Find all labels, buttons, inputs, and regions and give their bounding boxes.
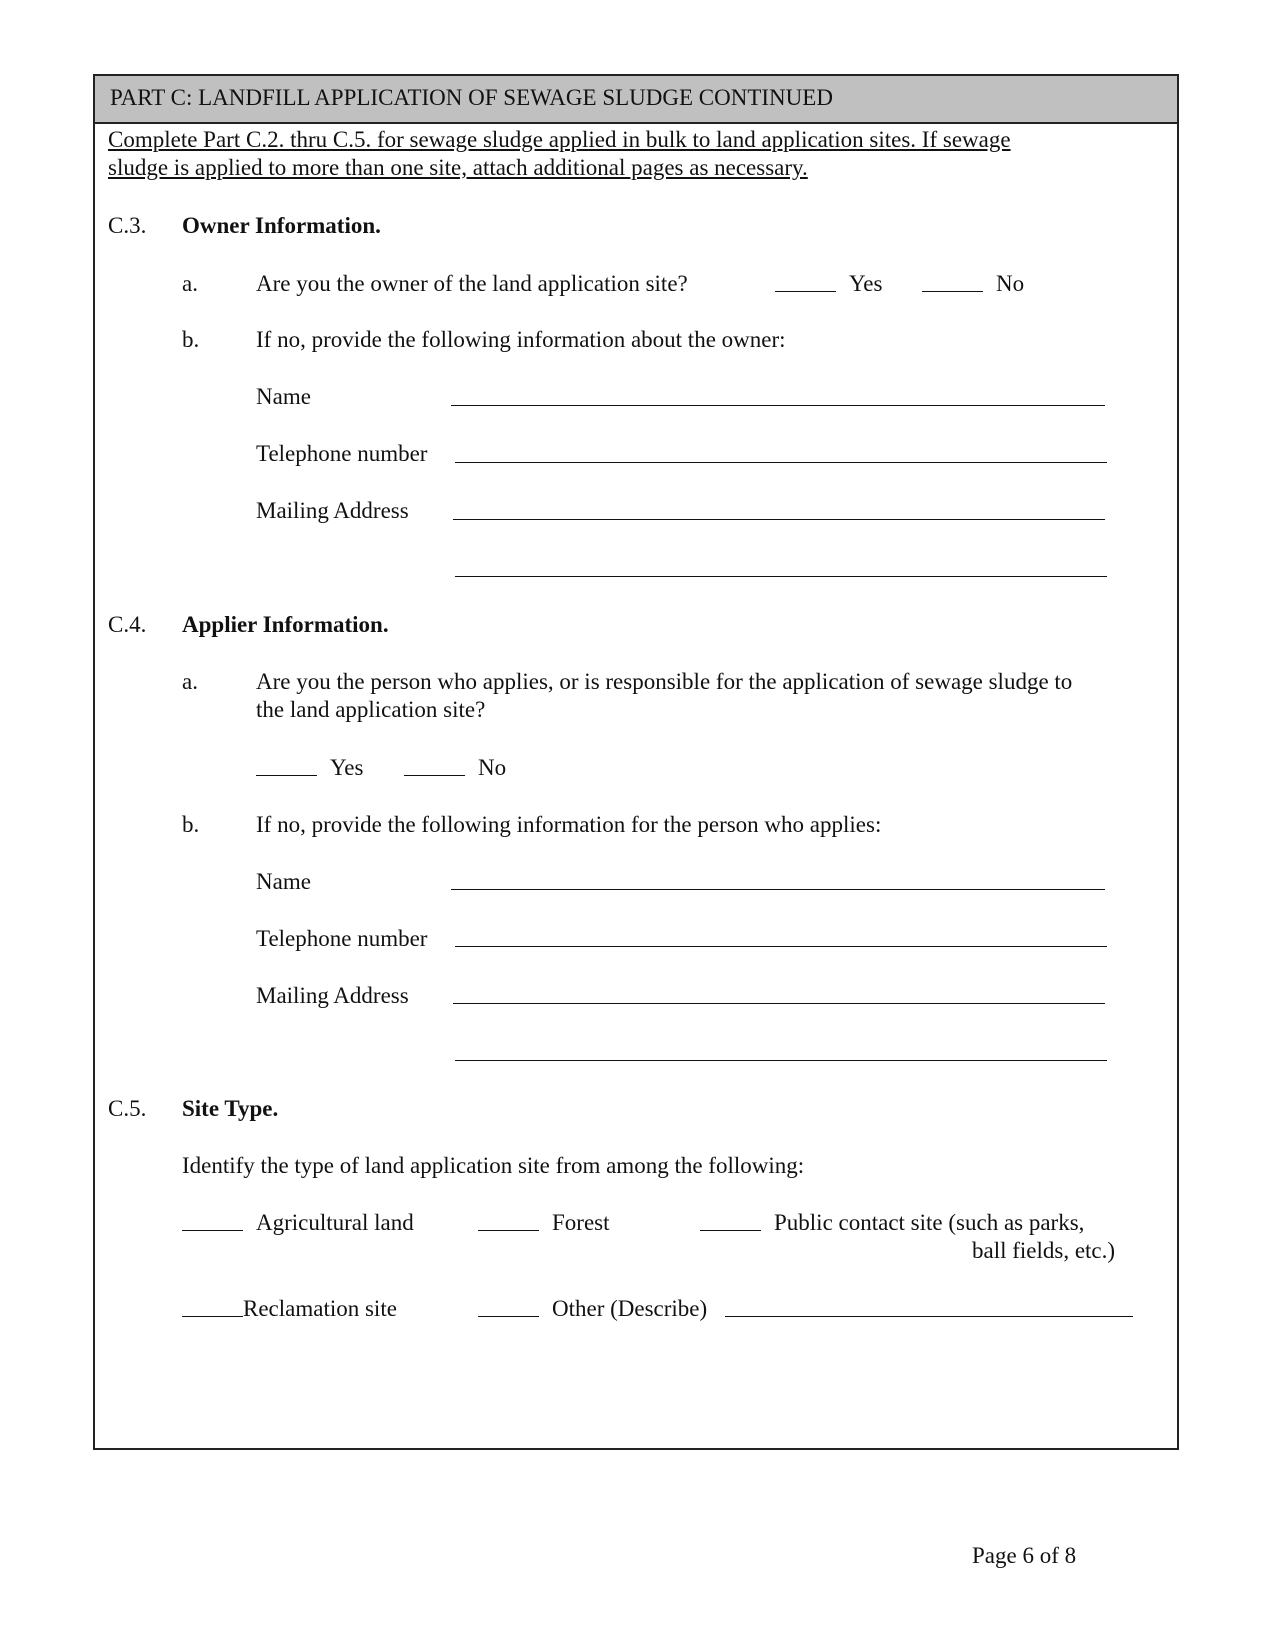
c3-phone-field[interactable]	[455, 462, 1107, 463]
public-contact-label-2: ball fields, etc.)	[972, 1238, 1116, 1263]
intro-line-1: Complete Part C.2. thru C.5. for sewage sludge applied in bulk to land application sites. If sewage	[108, 127, 1011, 152]
c3-address-field-2[interactable]	[455, 576, 1107, 577]
public-contact-blank[interactable]	[700, 1230, 761, 1231]
c4-address-field-2[interactable]	[455, 1060, 1107, 1061]
c3-b-text: If no, provide the following information about the owner:	[256, 327, 786, 352]
c4-title: Applier Information.	[182, 612, 389, 637]
forest-blank[interactable]	[478, 1230, 539, 1231]
other-describe-field[interactable]	[725, 1316, 1133, 1317]
c4-address-label: Mailing Address	[256, 983, 409, 1008]
c3-no-label: No	[996, 271, 1025, 296]
page-number: Page 6 of 8	[972, 1543, 1077, 1568]
c3-b-letter: b.	[182, 327, 200, 352]
c4-no-label: No	[478, 755, 507, 780]
c3-phone-label: Telephone number	[256, 441, 428, 466]
c4-phone-label: Telephone number	[256, 926, 428, 951]
c4-phone-field[interactable]	[455, 946, 1107, 947]
c5-number: C.5.	[108, 1096, 147, 1121]
c3-title: Owner Information.	[182, 213, 381, 238]
c4-a-line-1: Are you the person who applies, or is responsible for the application of sewage sludge to	[256, 669, 1073, 694]
reclamation-blank[interactable]	[182, 1316, 243, 1317]
c4-name-label: Name	[256, 869, 311, 894]
reclamation-label: Reclamation site	[243, 1296, 397, 1321]
agricultural-blank[interactable]	[182, 1230, 243, 1231]
c3-address-label: Mailing Address	[256, 498, 409, 523]
agricultural-label: Agricultural land	[256, 1210, 414, 1235]
c3-number: C.3.	[108, 213, 147, 238]
c4-b-letter: b.	[182, 812, 200, 837]
c4-yes-label: Yes	[330, 755, 364, 780]
c3-name-field[interactable]	[451, 405, 1105, 406]
other-label: Other (Describe)	[552, 1296, 708, 1321]
c3-address-field-1[interactable]	[453, 519, 1105, 520]
c4-name-field[interactable]	[451, 889, 1105, 890]
c4-b-text: If no, provide the following information for the person who applies:	[256, 812, 882, 837]
c4-address-field-1[interactable]	[453, 1003, 1105, 1004]
other-blank[interactable]	[478, 1316, 539, 1317]
c3-owner-yes-blank[interactable]	[775, 291, 836, 292]
section-header	[95, 76, 1177, 124]
intro-line-2: sludge is applied to more than one site, attach additional pages as necessary.	[108, 155, 808, 180]
c3-yes-label: Yes	[849, 271, 883, 296]
c5-instruction: Identify the type of land application site from among the following:	[182, 1153, 805, 1178]
c3-a-question: Are you the owner of the land application site?	[256, 271, 688, 296]
c4-a-line-2: the land application site?	[256, 697, 486, 722]
public-contact-label-1: Public contact site (such as parks,	[774, 1210, 1085, 1235]
c5-title: Site Type.	[182, 1096, 279, 1121]
c3-owner-no-blank[interactable]	[922, 291, 983, 292]
forest-label: Forest	[552, 1210, 610, 1235]
c3-name-label: Name	[256, 384, 311, 409]
c4-a-letter: a.	[182, 669, 198, 694]
c4-number: C.4.	[108, 612, 147, 637]
c3-a-letter: a.	[182, 271, 198, 296]
section-title: PART C: LANDFILL APPLICATION OF SEWAGE SLUDGE CONTINUED	[110, 85, 833, 110]
c4-applier-no-blank[interactable]	[404, 775, 465, 776]
c4-applier-yes-blank[interactable]	[256, 775, 317, 776]
